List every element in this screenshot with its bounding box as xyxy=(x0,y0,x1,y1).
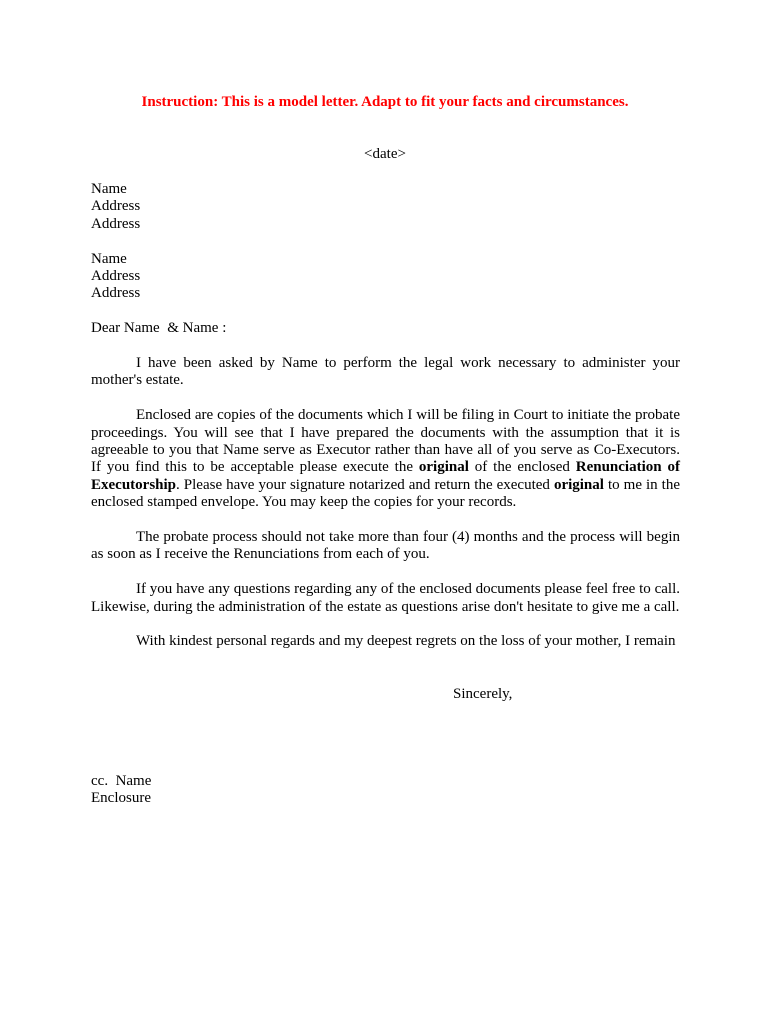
sign-off: Sincerely, xyxy=(453,686,513,702)
recipient-2-address-1: Address xyxy=(91,268,141,285)
enclosure-line: Enclosure xyxy=(91,790,151,807)
instruction-note: Instruction: This is a model letter. Adapt to fit your facts and circumstances. xyxy=(141,94,629,110)
recipient-1-name: Name xyxy=(91,181,127,197)
cc-line: cc. Name xyxy=(91,773,152,789)
bold-original-1: original xyxy=(418,459,469,476)
paragraph-engagement: I have been asked by Name to perform the legal work necessary to administer your mother's estate. xyxy=(91,355,680,389)
bold-renunciation: Renunciation of Executorship xyxy=(91,459,680,493)
paragraph-2-part-1: Enclosed are copies of the documents which I will be filing in Court to initiate the probate proceedings. You will see that I have prepared the documents with the assumption that it is agreeable to you that Name serve as Executor rather than have all of you serve as Co-Executors. If you find this to be acceptable please execute the xyxy=(91,407,680,476)
paragraph-2-part-2: of the enclosed xyxy=(468,459,576,476)
paragraph-2-part-3: . Please have your signature notarized and return the executed xyxy=(176,476,554,493)
recipient-block-1 xyxy=(91,181,680,233)
paragraph-enclosed-documents xyxy=(91,407,680,511)
recipient-2-address-2: Address xyxy=(91,285,141,302)
recipient-1-address-1: Address xyxy=(91,198,141,215)
salutation: Dear Name & Name : xyxy=(91,320,227,337)
recipient-block-2 xyxy=(91,251,680,303)
paragraph-probate-timeline: The probate process should not take more than four (4) months and the process will begin as soon as I receive the Renunciations from each of you. xyxy=(91,529,680,563)
recipient-2-name: Name xyxy=(91,250,127,267)
bold-original-2: original xyxy=(553,476,604,493)
paragraph-closing-regards: With kindest personal regards and my deepest regrets on the loss of your mother, I remain xyxy=(136,633,676,650)
paragraph-2-part-4: to me in the enclosed stamped envelope. You may keep the copies for your records. xyxy=(91,476,680,511)
paragraph-questions: If you have any questions regarding any of the enclosed documents please feel free to call. Likewise, during the administration of the estate as questions arise don't hesitate to give me a call. xyxy=(91,581,680,615)
letter-footer xyxy=(91,773,151,808)
recipient-1-address-2: Address xyxy=(91,215,141,232)
letter-body xyxy=(91,181,680,651)
letter-date: <date> xyxy=(364,146,406,162)
